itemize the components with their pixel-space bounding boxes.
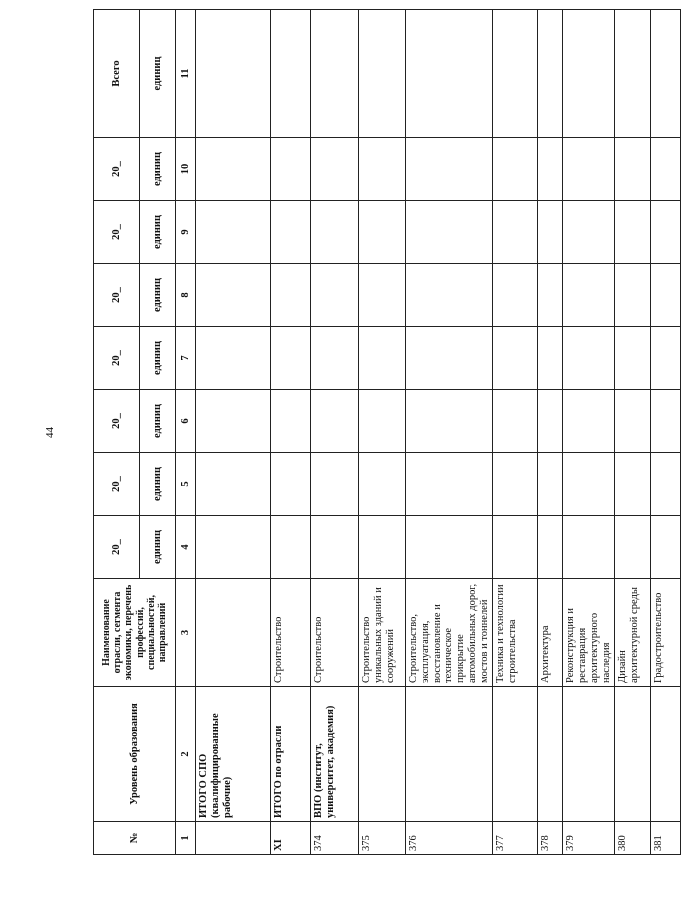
column-number: 8 bbox=[176, 264, 196, 327]
row-number: 376 bbox=[406, 822, 493, 855]
table-row bbox=[651, 10, 681, 855]
header-year: 20_ bbox=[94, 327, 140, 390]
value-cell bbox=[311, 453, 359, 516]
row-level bbox=[651, 687, 681, 822]
value-cell bbox=[406, 10, 493, 138]
value-cell bbox=[615, 390, 651, 453]
value-cell bbox=[196, 201, 271, 264]
value-cell bbox=[311, 264, 359, 327]
value-cell bbox=[196, 327, 271, 390]
value-cell bbox=[311, 138, 359, 201]
row-name: Строительство, эксплуатация, восстановление и техническое прикрытие автомобильных дорог, мостов и тоннелей bbox=[406, 579, 493, 687]
value-cell bbox=[359, 516, 406, 579]
header-year: 20_ bbox=[94, 516, 140, 579]
header-num: № bbox=[94, 822, 176, 855]
value-cell bbox=[406, 516, 493, 579]
row-number: XI bbox=[271, 822, 311, 855]
row-name: Градостроительство bbox=[651, 579, 681, 687]
row-name: Строительство bbox=[271, 579, 311, 687]
column-number: 3 bbox=[176, 579, 196, 687]
row-name: Строительство bbox=[311, 579, 359, 687]
value-cell bbox=[615, 264, 651, 327]
header-unit: единиц bbox=[140, 390, 176, 453]
value-cell bbox=[271, 390, 311, 453]
value-cell bbox=[406, 264, 493, 327]
table-row bbox=[311, 10, 359, 855]
table-row bbox=[563, 10, 615, 855]
row-number: 378 bbox=[538, 822, 563, 855]
value-cell bbox=[196, 453, 271, 516]
row-name: Дизайн архитектурной среды bbox=[615, 579, 651, 687]
header-total: Всего bbox=[94, 10, 140, 138]
value-cell bbox=[615, 453, 651, 516]
header-year: 20_ bbox=[94, 390, 140, 453]
column-number: 10 bbox=[176, 138, 196, 201]
column-number: 9 bbox=[176, 201, 196, 264]
value-cell bbox=[359, 138, 406, 201]
row-level bbox=[493, 687, 538, 822]
value-cell bbox=[406, 201, 493, 264]
value-cell bbox=[615, 201, 651, 264]
row-level bbox=[406, 687, 493, 822]
value-cell bbox=[196, 264, 271, 327]
value-cell bbox=[563, 10, 615, 138]
value-cell bbox=[563, 390, 615, 453]
value-cell bbox=[311, 10, 359, 138]
value-cell bbox=[493, 453, 538, 516]
rotated-table-container bbox=[93, 10, 665, 855]
value-cell bbox=[651, 201, 681, 264]
row-number: 377 bbox=[493, 822, 538, 855]
value-cell bbox=[271, 201, 311, 264]
value-cell bbox=[538, 516, 563, 579]
header-year: 20_ bbox=[94, 201, 140, 264]
value-cell bbox=[538, 264, 563, 327]
value-cell bbox=[651, 264, 681, 327]
value-cell bbox=[538, 327, 563, 390]
row-number: 380 bbox=[615, 822, 651, 855]
value-cell bbox=[563, 138, 615, 201]
value-cell bbox=[538, 138, 563, 201]
header-unit: единиц bbox=[140, 138, 176, 201]
value-cell bbox=[359, 10, 406, 138]
row-name: Техника и технологии строительства bbox=[493, 579, 538, 687]
row-level bbox=[615, 687, 651, 822]
row-level bbox=[359, 687, 406, 822]
row-level: ИТОГО СПО (квалифицированные рабочие) bbox=[196, 687, 271, 822]
row-level bbox=[538, 687, 563, 822]
value-cell bbox=[196, 10, 271, 138]
value-cell bbox=[563, 201, 615, 264]
value-cell bbox=[359, 453, 406, 516]
value-cell bbox=[493, 10, 538, 138]
header-unit: единиц bbox=[140, 264, 176, 327]
value-cell bbox=[271, 453, 311, 516]
value-cell bbox=[359, 201, 406, 264]
value-cell bbox=[196, 138, 271, 201]
value-cell bbox=[359, 327, 406, 390]
value-cell bbox=[615, 516, 651, 579]
value-cell bbox=[493, 201, 538, 264]
column-number: 6 bbox=[176, 390, 196, 453]
header-unit: единиц bbox=[140, 201, 176, 264]
value-cell bbox=[615, 10, 651, 138]
table-row bbox=[615, 10, 651, 855]
header-unit: единиц bbox=[140, 453, 176, 516]
value-cell bbox=[196, 516, 271, 579]
column-number: 1 bbox=[176, 822, 196, 855]
value-cell bbox=[651, 138, 681, 201]
value-cell bbox=[651, 453, 681, 516]
value-cell bbox=[311, 201, 359, 264]
row-name: Архитектура bbox=[538, 579, 563, 687]
value-cell bbox=[196, 390, 271, 453]
header-unit: единиц bbox=[140, 516, 176, 579]
header-year: 20_ bbox=[94, 138, 140, 201]
table-row bbox=[538, 10, 563, 855]
value-cell bbox=[493, 138, 538, 201]
value-cell bbox=[538, 10, 563, 138]
row-level: ВПО (институт, университет, академия) bbox=[311, 687, 359, 822]
value-cell bbox=[651, 10, 681, 138]
row-number: 379 bbox=[563, 822, 615, 855]
value-cell bbox=[271, 327, 311, 390]
value-cell bbox=[615, 138, 651, 201]
header-name: Наименование отрасли, сегмента экономики, перечень профессий, специальностей, направлений bbox=[94, 579, 176, 687]
data-table bbox=[93, 9, 681, 855]
value-cell bbox=[271, 10, 311, 138]
row-number bbox=[196, 822, 271, 855]
column-number: 5 bbox=[176, 453, 196, 516]
value-cell bbox=[493, 390, 538, 453]
value-cell bbox=[538, 453, 563, 516]
value-cell bbox=[271, 138, 311, 201]
header-year: 20_ bbox=[94, 264, 140, 327]
row-number: 374 bbox=[311, 822, 359, 855]
value-cell bbox=[406, 327, 493, 390]
value-cell bbox=[359, 264, 406, 327]
value-cell bbox=[563, 453, 615, 516]
column-number-row bbox=[176, 10, 196, 855]
table-row bbox=[271, 10, 311, 855]
value-cell bbox=[359, 390, 406, 453]
row-number: 381 bbox=[651, 822, 681, 855]
value-cell bbox=[406, 138, 493, 201]
value-cell bbox=[651, 516, 681, 579]
row-name: Строительство уникальных зданий и сооружений bbox=[359, 579, 406, 687]
page-number: 44 bbox=[44, 427, 56, 438]
header-unit: единиц bbox=[140, 10, 176, 138]
header-level: Уровень образования bbox=[94, 687, 176, 822]
header-row bbox=[94, 10, 140, 855]
value-cell bbox=[271, 516, 311, 579]
value-cell bbox=[651, 327, 681, 390]
header-year: 20_ bbox=[94, 453, 140, 516]
value-cell bbox=[493, 327, 538, 390]
value-cell bbox=[406, 390, 493, 453]
header-unit: единиц bbox=[140, 327, 176, 390]
value-cell bbox=[406, 453, 493, 516]
value-cell bbox=[563, 516, 615, 579]
value-cell bbox=[538, 390, 563, 453]
row-name: Реконструкция и реставрация архитектурного наследия bbox=[563, 579, 615, 687]
value-cell bbox=[311, 327, 359, 390]
table-row bbox=[359, 10, 406, 855]
column-number: 4 bbox=[176, 516, 196, 579]
column-number: 7 bbox=[176, 327, 196, 390]
table-row bbox=[196, 10, 271, 855]
value-cell bbox=[538, 201, 563, 264]
value-cell bbox=[311, 390, 359, 453]
column-number: 2 bbox=[176, 687, 196, 822]
value-cell bbox=[563, 327, 615, 390]
value-cell bbox=[651, 390, 681, 453]
table-row bbox=[406, 10, 493, 855]
value-cell bbox=[311, 516, 359, 579]
row-level: ИТОГО по отрасли bbox=[271, 687, 311, 822]
row-level bbox=[563, 687, 615, 822]
value-cell bbox=[615, 327, 651, 390]
value-cell bbox=[271, 264, 311, 327]
value-cell bbox=[563, 264, 615, 327]
table-row bbox=[493, 10, 538, 855]
row-number: 375 bbox=[359, 822, 406, 855]
row-name bbox=[196, 579, 271, 687]
value-cell bbox=[493, 264, 538, 327]
column-number: 11 bbox=[176, 10, 196, 138]
value-cell bbox=[493, 516, 538, 579]
